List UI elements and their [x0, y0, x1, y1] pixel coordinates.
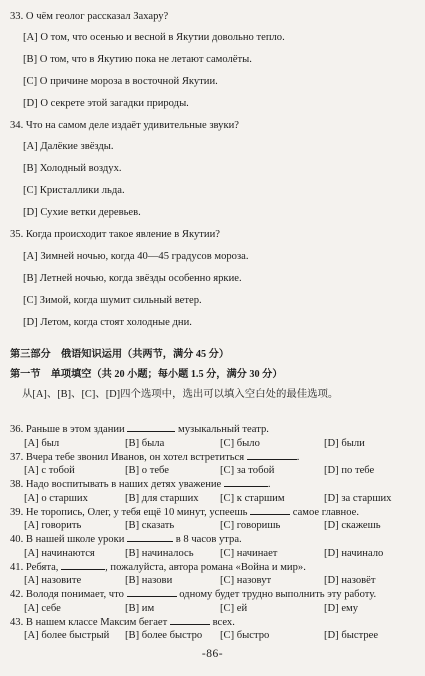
- option-b: [B] Летней ночью, когда звёзды особенно яркие.: [23, 273, 242, 284]
- option-a: [A] говорить: [24, 520, 82, 531]
- question-text: 34. Что на самом деле издаёт удивительные звуки?: [10, 120, 239, 131]
- question-tail: всех.: [209, 616, 235, 628]
- question-text: 33. О чём геолог рассказал Захару?: [10, 11, 169, 22]
- question-text: [10, 476, 271, 492]
- subsection-title: 第一节 单项填空（共 20 小题；每小题 1.5 分，满分 30 分）: [10, 369, 283, 380]
- option-a: [A] себе: [24, 602, 61, 614]
- question-stem: 41. Ребята,: [10, 561, 62, 573]
- option-d: [D] за старших: [324, 492, 392, 504]
- question-text: [10, 449, 299, 465]
- option-b: [B] О том, что в Якутию пока не летают самолёты.: [23, 54, 252, 65]
- question-text: [10, 559, 306, 575]
- option-b: [B] более быстро: [125, 630, 203, 641]
- section-title: 第三部分 俄语知识运用（共两节，满分 45 分）: [10, 349, 230, 360]
- option-b: [B] сказать: [125, 520, 175, 531]
- option-a: [A] более быстрый: [24, 630, 110, 641]
- option-b: [B] начиналось: [125, 547, 194, 559]
- question-tail: , пожалуйста, автора романа «Война и мир».: [105, 561, 306, 573]
- option-a: [A] о старших: [24, 492, 88, 504]
- page-number: -86-: [201, 648, 224, 660]
- option-a: [A] начинаются: [24, 547, 95, 559]
- answer-blank: [247, 449, 297, 460]
- question-tail: музыкальный театр.: [175, 424, 269, 435]
- answer-blank: [224, 476, 268, 487]
- option-b: [B] о тебе: [125, 465, 169, 476]
- option-c: [C] Кристаллики льда.: [23, 185, 125, 196]
- option-c: [C] ей: [220, 602, 248, 614]
- option-d: [D] назовёт: [324, 575, 376, 586]
- option-b: [B] назови: [125, 575, 173, 586]
- option-b: [B] Холодный воздух.: [23, 163, 122, 174]
- question-tail: .: [296, 451, 300, 463]
- question-stem: 40. В нашей школе уроки: [10, 534, 128, 545]
- option-d: [D] Сухие ветки деревьев.: [23, 207, 141, 218]
- option-b: [B] им: [125, 602, 155, 614]
- question-stem: 39. Не торопись, Олег, у тебя ещё 10 минут, успеешь: [10, 506, 251, 518]
- option-d: [D] начинало: [324, 547, 384, 559]
- answer-blank: [127, 421, 175, 432]
- question-tail: .: [267, 479, 271, 490]
- option-c: [C] за тобой: [220, 465, 275, 476]
- question-stem: 43. В нашем классе Максим бегает: [10, 616, 170, 628]
- option-c: [C] назовут: [220, 575, 272, 586]
- question-tail: одному будет трудно выполнить эту работу.: [176, 589, 377, 600]
- question-stem: 37. Вчера тебе звонил Иванов, он хотел встретиться: [10, 451, 247, 463]
- option-a: [A] с тобой: [24, 465, 75, 476]
- option-c: [C] быстро: [220, 630, 270, 641]
- option-c: [C] Зимой, когда шумит сильный ветер.: [23, 295, 202, 306]
- question-text: [10, 504, 359, 520]
- question-stem: 38. Надо воспитывать в наших детях уважение: [10, 479, 224, 490]
- option-c: [C] говоришь: [220, 520, 281, 531]
- answer-blank: [250, 504, 290, 515]
- answer-blank: [61, 559, 105, 570]
- option-a: [A] назовите: [24, 575, 82, 586]
- question-stem: 36. Раньше в этом здании: [10, 424, 128, 435]
- option-c: [C] к старшим: [220, 492, 285, 504]
- answer-blank: [127, 531, 173, 542]
- question-stem: 42. Володя понимает, что: [10, 589, 127, 600]
- option-c: [C] было: [220, 437, 260, 449]
- option-a: [A] Зимней ночью, когда 40—45 градусов мороза.: [23, 251, 249, 262]
- instruction-text: 从[A]、[B]、[C]、[D]四个选项中，选出可以填入空白处的最佳选项。: [22, 389, 339, 400]
- answer-blank: [127, 586, 177, 597]
- option-c: [C] начинает: [220, 547, 278, 559]
- option-a: [A] О том, что осенью и весной в Якутии довольно тепло.: [23, 32, 285, 43]
- question-tail: самое главное.: [290, 506, 359, 518]
- question-text: [10, 531, 242, 547]
- option-d: [D] быстрее: [324, 630, 379, 641]
- question-text: [10, 614, 235, 630]
- option-d: [D] были: [324, 437, 365, 449]
- option-d: [D] ему: [324, 602, 359, 614]
- option-c: [C] О причине мороза в восточной Якутии.: [23, 76, 218, 87]
- option-d: [D] скажешь: [324, 520, 381, 531]
- option-a: [A] Далёкие звёзды.: [23, 141, 114, 152]
- question-text: [10, 421, 269, 437]
- question-text: [10, 586, 376, 602]
- option-b: [B] для старших: [125, 492, 199, 504]
- option-d: [D] О секрете этой загадки природы.: [23, 98, 189, 109]
- question-text: 35. Когда происходит такое явление в Якутии?: [10, 229, 220, 240]
- question-tail: в 8 часов утра.: [173, 534, 242, 545]
- option-a: [A] был: [24, 437, 60, 449]
- option-d: [D] по тебе: [324, 465, 375, 476]
- option-d: [D] Летом, когда стоят холодные дни.: [23, 317, 192, 328]
- answer-blank: [170, 614, 210, 625]
- option-b: [B] была: [125, 437, 165, 449]
